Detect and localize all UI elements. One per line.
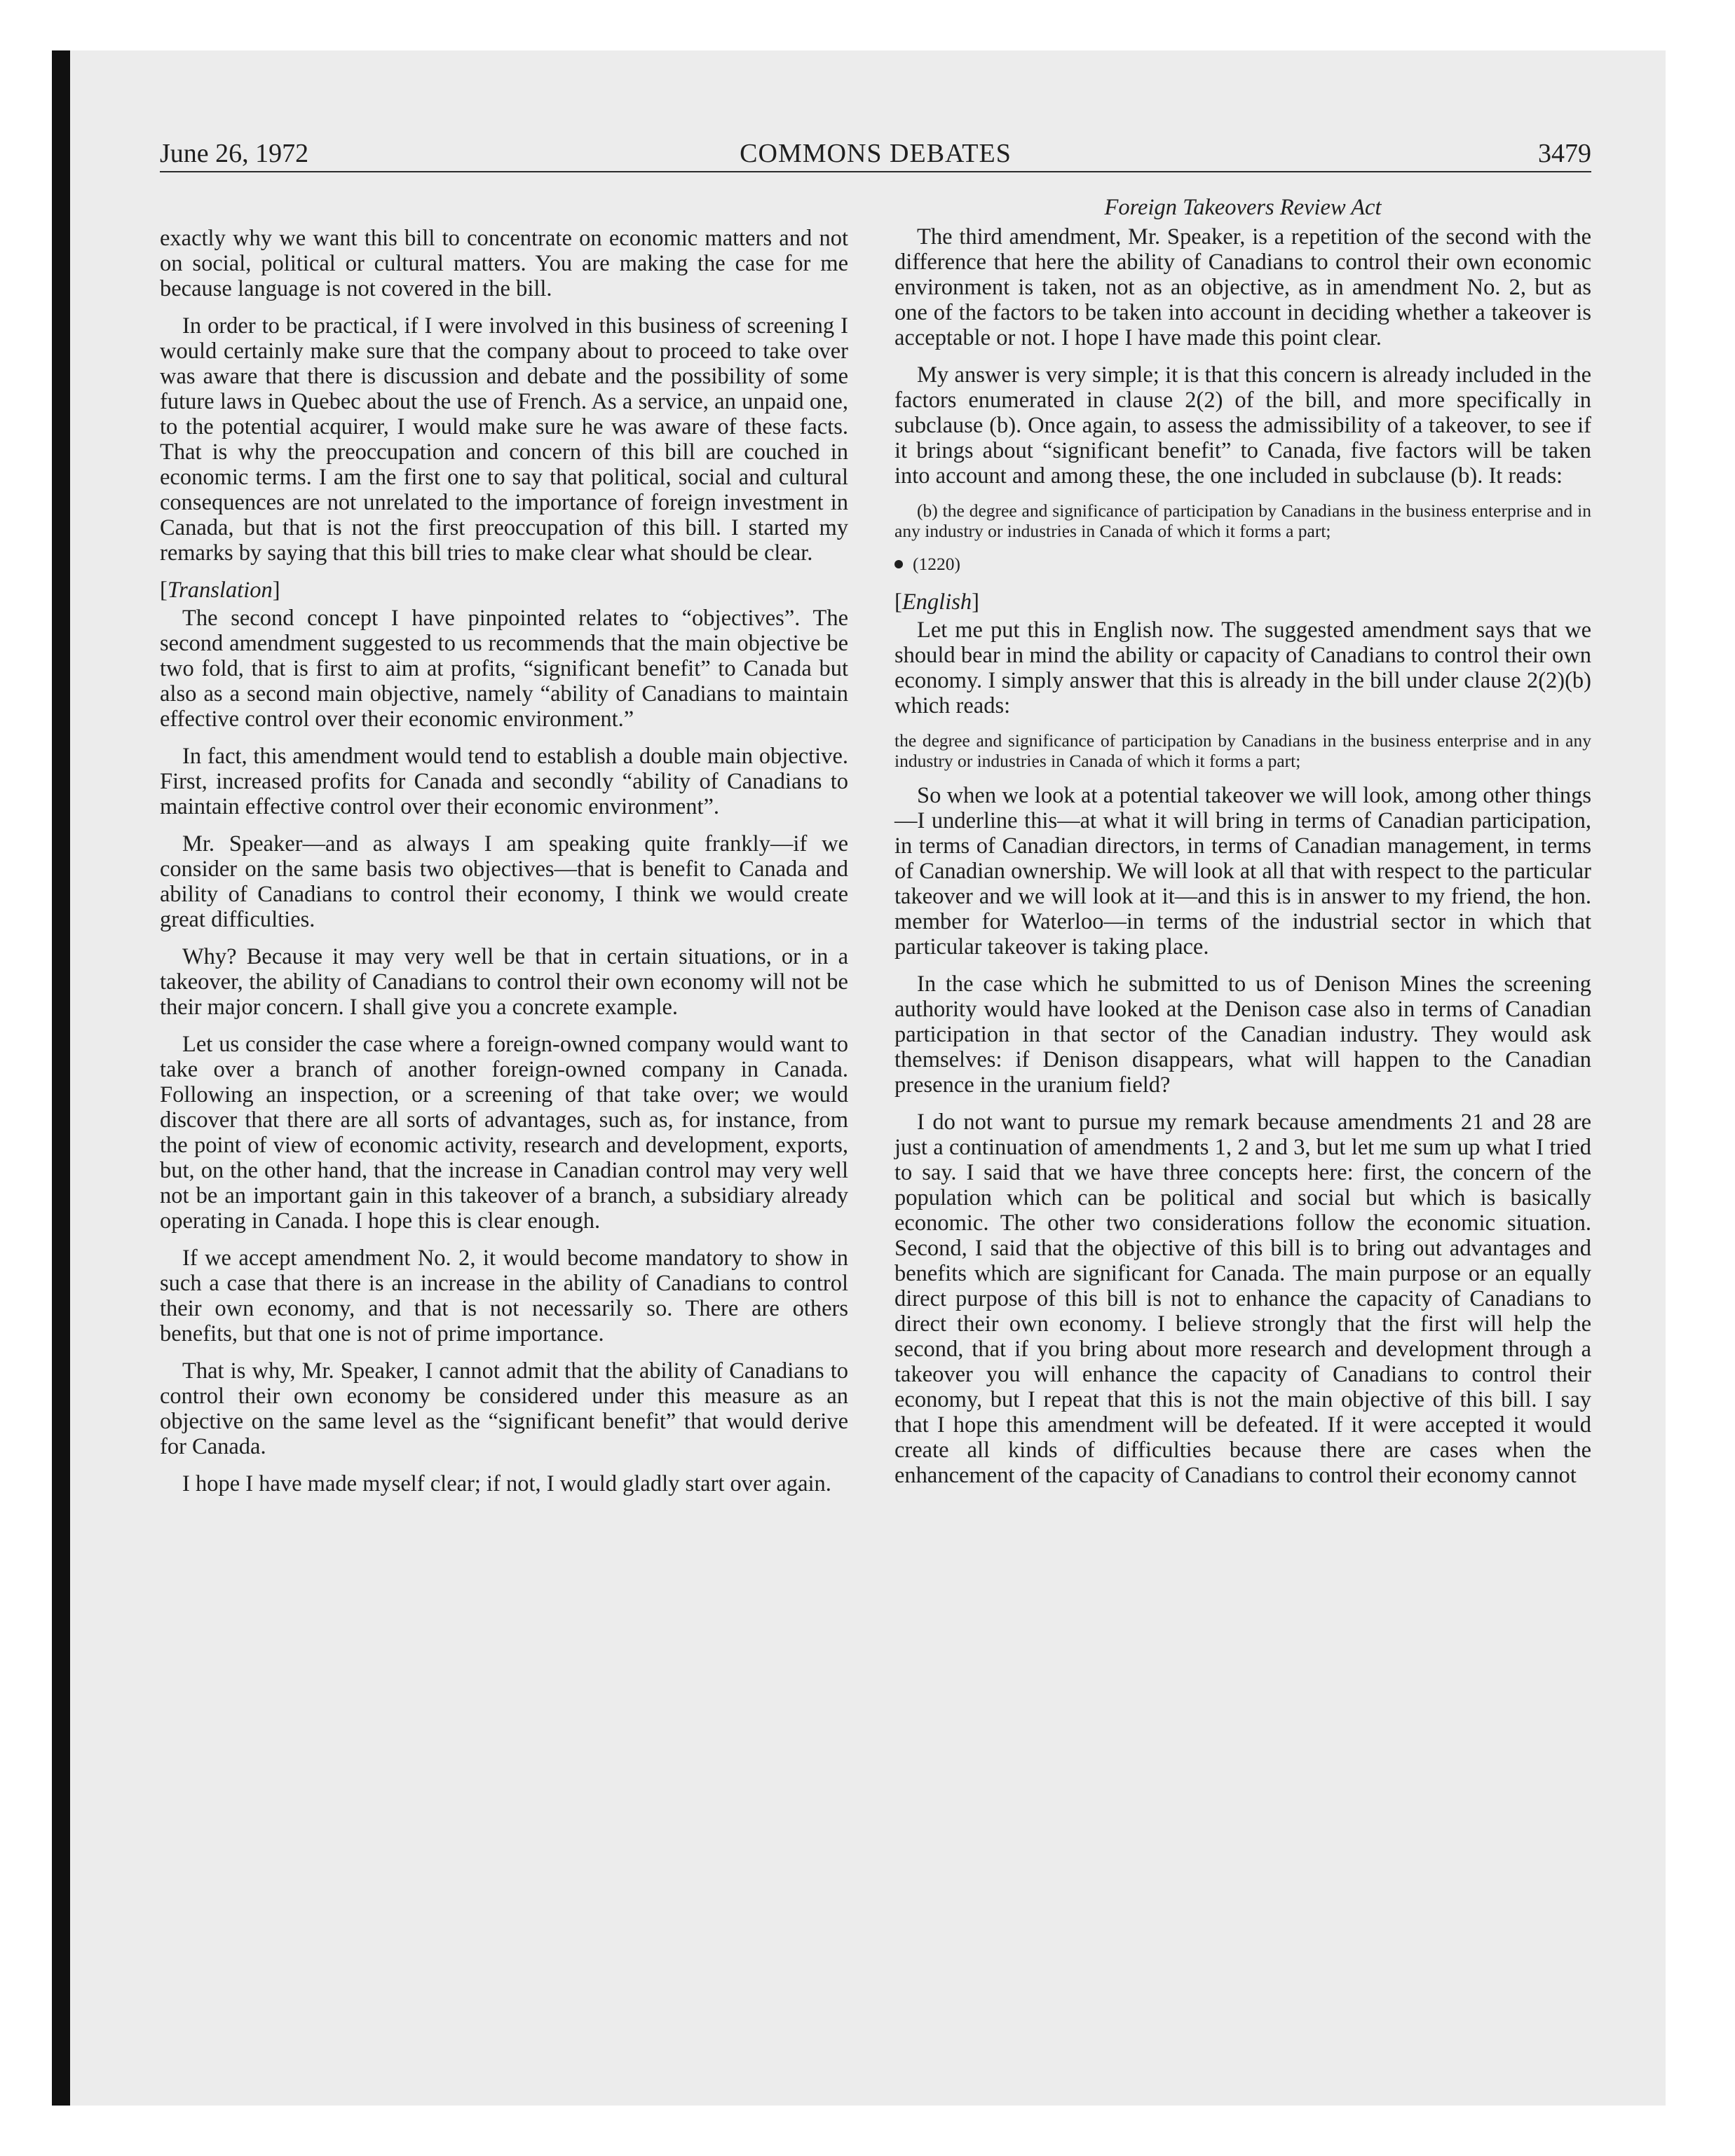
paragraph: I do not want to pursue my remark because amendments 21 and 28 are just a continuation of amendments 1, 2 and 3, but let me sum up what I tried to say. I said that we have three concepts here: first, the concern of the population which can be political and social but which is basically economic. The other two considerations follow the economic situation. Second, I said that the objective of this bill is to bring out advantages and benefits which are significant for Canada. The main purpose or an equally direct purpose of this bill is not to enhance the capacity of Canadians to direct their own economy. I believe strongly that the first will help the second, that if you bring about more research and development through a takeover you will enhance the capacity of Canadians to control their economy, but I repeat that this is not the main objective of this bill. I say that I hope this amendment will be defeated. If it were accepted it would create all kinds of difficulties because there are cases when the enhancement of the capacity of Canadians to control their economy cannot: [894, 1110, 1591, 1488]
bullet-icon: [894, 560, 903, 568]
paragraph: So when we look at a potential takeover we will look, among other things—I underline this—at what it will bring in terms of Canadian participation, in terms of Canadian directors, in terms of Canadian management, in terms of Canadian ownership. We will look at all that with respect to the particular takeover and we will look at it—and this is in answer to my friend, the hon. member for Waterloo—in terms of the industrial sector in which that particular takeover is taking place.: [894, 783, 1591, 960]
paragraph: exactly why we want this bill to concentrate on economic matters and not on social, political or cultural matters. You are making the case for me because language is not covered in the bill.: [160, 226, 848, 301]
header-page-number: 3479: [1538, 139, 1591, 168]
paragraph: My answer is very simple; it is that this concern is already included in the factors enumerated in clause 2(2) of the bill, and more specifically in subclause (b). Once again, to assess the admissibility of a takeover, to see if it brings about “significant benefit” to Canada, five factors will be taken into account and among these, the one included in subclause (b). It reads:: [894, 362, 1591, 489]
right-column: [894, 195, 1591, 1500]
block-quote: the degree and significance of participation by Canadians in the business enterprise and in any industry or industries in Canada of which it forms a part;: [894, 730, 1591, 771]
paragraph: That is why, Mr. Speaker, I cannot admit that the ability of Canadians to control their own economy be considered under this measure as an objective on the same level as the “significant benefit” that would derive for Canada.: [160, 1358, 848, 1459]
timestamp: (1220): [894, 553, 1591, 575]
paragraph: The third amendment, Mr. Speaker, is a repetition of the second with the difference that here the ability of Canadians to control their own economic environment is taken, not as an objective, as in amendment No. 2, but as one of the factors to be taken into account in deciding whether a takeover is acceptable or not. I hope I have made this point clear.: [894, 224, 1591, 350]
paragraph: In order to be practical, if I were involved in this business of screening I would certainly make sure that the company about to proceed to take over was aware that there is discussion and debate and the possibility of some future laws in Quebec about the use of French. As a service, an unpaid one, to the potential acquirer, I would make sure he was aware of these facts. That is why the preoccupation and concern of this bill are couched in economic terms. I am the first one to say that political, social and cultural consequences are not unrelated to the importance of foreign investment in Canada, but that is not the first preoccupation of this bill. I started my remarks by saying that this bill tries to make clear what should be clear.: [160, 313, 848, 566]
paragraph: In the case which he submitted to us of Denison Mines the screening authority would have looked at the Denison case also in terms of Canadian participation in that sector of the Canadian industry. They would ask themselves: if Denison disappears, what will happen to the Canadian presence in the uranium field?: [894, 971, 1591, 1098]
paragraph: Let us consider the case where a foreign-owned company would want to take over a branch of another foreign-owned company in Canada. Following an inspection, or a screening of that take over; we would discover that there are all sorts of advantages, such as, for instance, from the point of view of economic activity, research and development, exports, but, on the other hand, that the increase in Canadian control may very well not be an important gain in this takeover of a branch, a subsidiary already operating in Canada. I hope this is clear enough.: [160, 1032, 848, 1234]
paragraph: Let me put this in English now. The suggested amendment says that we should bear in mind the ability or capacity of Canadians to control their own economy. I simply answer that this is already in the bill under clause 2(2)(b) which reads:: [894, 618, 1591, 718]
running-title: Foreign Takeovers Review Act: [1104, 195, 1382, 220]
paragraph: In fact, this amendment would tend to establish a double main objective. First, increased profits for Canada and secondly “ability of Canadians to maintain effective control over their economic environment”.: [160, 744, 848, 819]
block-quote: (b) the degree and significance of participation by Canadians in the business enterprise and in any industry or industries in Canada of which it forms a part;: [894, 500, 1591, 541]
page-header: [160, 137, 1591, 170]
paragraph: Mr. Speaker—and as always I am speaking quite frankly—if we consider on the same basis two objectives—that is benefit to Canada and ability of Canadians to control their economy, I think we would create great difficulties.: [160, 831, 848, 932]
paragraph: If we accept amendment No. 2, it would become mandatory to show in such a case that there is an increase in the ability of Canadians to control their own economy, and that is not necessarily so. There are others benefits, but that one is not of prime importance.: [160, 1246, 848, 1346]
scan-edge-bar: [52, 50, 70, 2106]
paragraph: Why? Because it may very well be that in certain situations, or in a takeover, the ability of Canadians to control their own economy will not be their major concern. I shall give you a concrete example.: [160, 944, 848, 1020]
paragraph: The second concept I have pinpointed relates to “objectives”. The second amendment suggested to us recommends that the main objective be two fold, that is first to aim at profits, “significant benefit” to Canada but also as a second main objective, namely “ability of Canadians to maintain effective control over their economic environment.”: [160, 606, 848, 732]
left-column: [160, 226, 848, 1508]
header-date: June 26, 1972: [160, 139, 309, 168]
translation-label: [Translation]: [160, 578, 280, 603]
header-rule: [160, 171, 1591, 172]
paragraph: I hope I have made myself clear; if not, I would gladly start over again.: [182, 1471, 831, 1496]
english-label: [English]: [894, 589, 979, 615]
header-title: COMMONS DEBATES: [740, 139, 1012, 168]
